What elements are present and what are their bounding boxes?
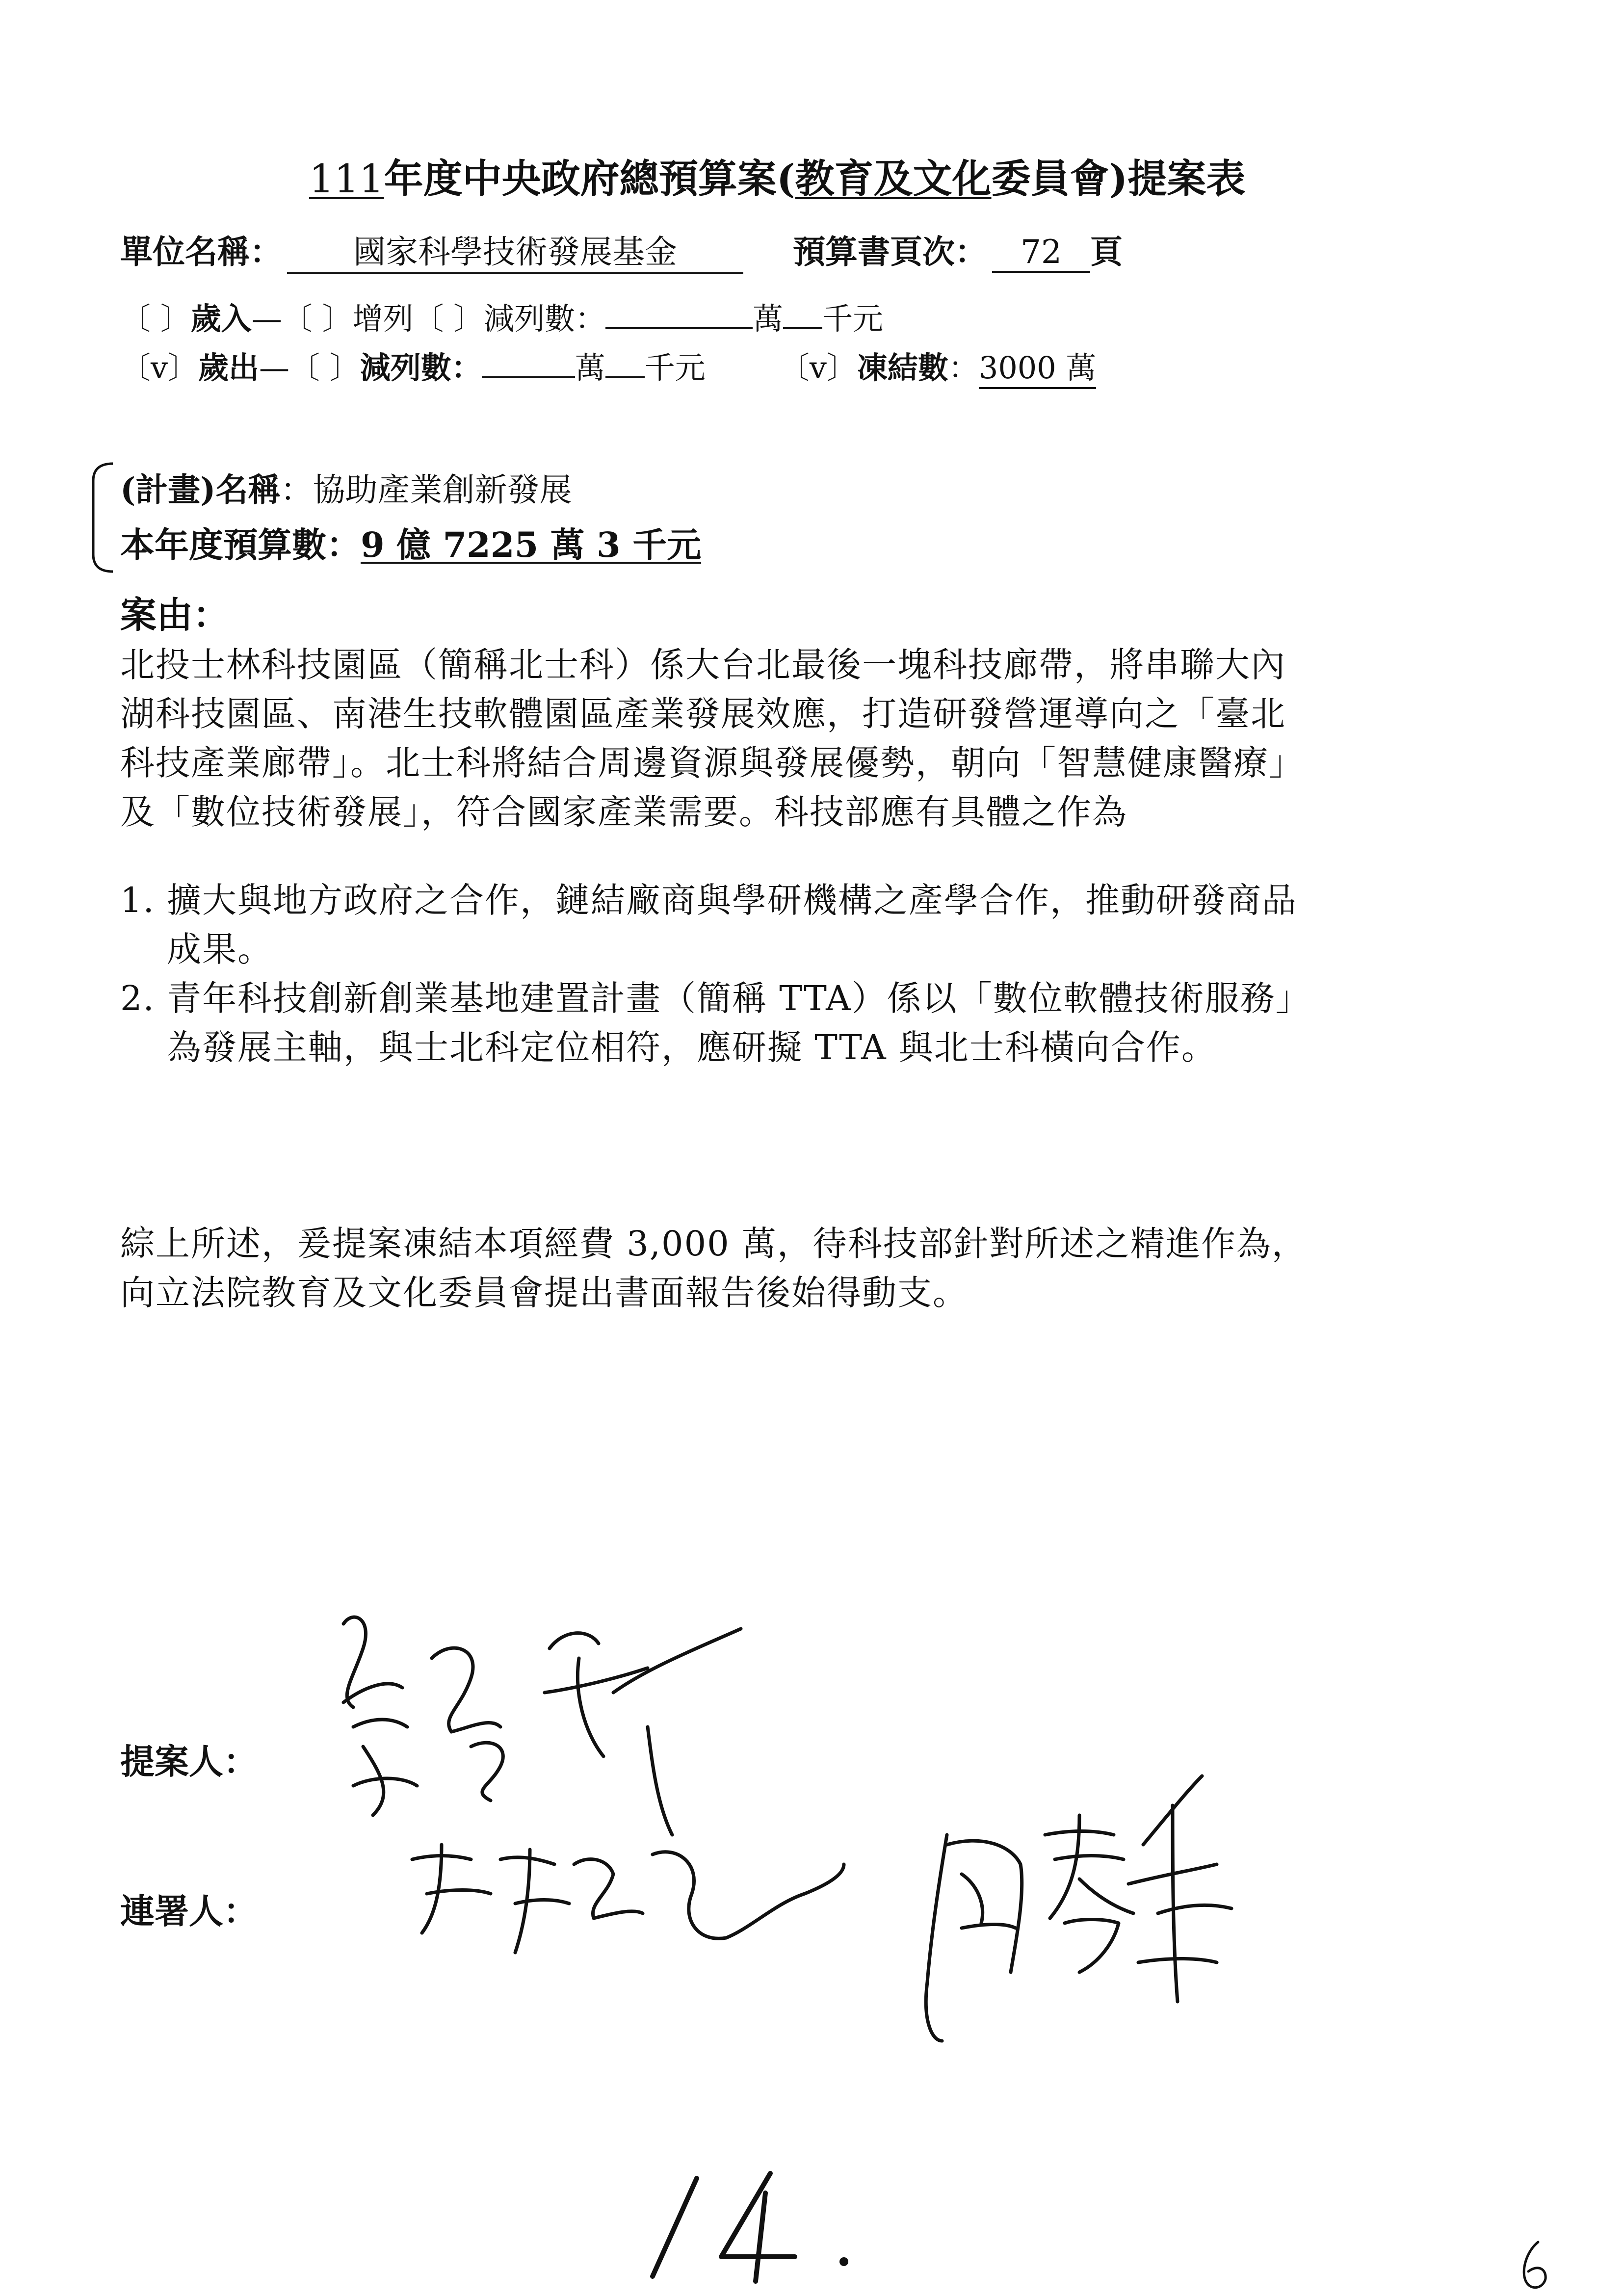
revenue-check: 〔 〕 [120, 301, 191, 337]
freeze-value: 3000 萬 [979, 343, 1097, 389]
revenue-options: —〔 〕增列〔 〕減列數： [251, 301, 606, 337]
form-title [309, 147, 1245, 204]
freeze-check: 〔v〕 [779, 350, 857, 386]
budget-row [120, 518, 701, 567]
cosigner-signature-2 [926, 1776, 1231, 2041]
title-year: 111 [309, 156, 384, 202]
title-suffix: 委員會)提案表 [991, 156, 1246, 202]
revenue-unit-qian: 千元 [822, 301, 884, 337]
proposer-signature [343, 1617, 741, 1835]
project-brace [88, 461, 118, 574]
reason-items [120, 876, 1543, 1072]
reason-title: 案由： [120, 594, 229, 636]
page-unit: 頁 [1090, 233, 1123, 271]
budget-value: 9 億 7225 萬 3 千元 [361, 524, 702, 565]
revenue-qian-blank [783, 303, 822, 329]
expenditure-row: 〔v〕歲出—〔 〕減列數： 萬 千元 〔v〕凍結數：3000 萬 [120, 343, 1096, 389]
reason-item-1-cont: 成果。 [167, 929, 273, 969]
expenditure-label: 歲出 [198, 350, 260, 386]
reason-line: 湖科技園區、南港生技軟體園區產業發展效應，打造研發營運導向之「臺北 [120, 694, 1286, 734]
page-number-mark [1524, 2242, 1545, 2288]
unit-value: 國家科學技術發展基金 [287, 226, 743, 274]
cosigner-signature-1 [412, 1845, 844, 1953]
unit-row [120, 226, 1123, 274]
reduce-unit-qian: 千元 [644, 350, 706, 386]
reduce-wan-blank [482, 352, 575, 378]
page-label: 預算書頁次： [792, 233, 987, 271]
budget-label: 本年度預算數： [120, 524, 361, 565]
unit-label: 單位名稱： [120, 233, 282, 271]
reduce-unit-wan: 萬 [575, 350, 605, 386]
summary-line: 向立法院教育及文化委員會提出書面報告後始得動支。 [120, 1273, 968, 1313]
freeze-label: 凍結數 [857, 350, 948, 386]
reason-line: 科技產業廊帶」。北士科將結合周邊資源與發展優勢，朝向「智慧健康醫療」 [120, 743, 1304, 783]
cosigner-label: 連署人： [120, 1891, 258, 1931]
page-value: 72 [992, 233, 1090, 273]
expenditure-check: 〔v〕 [120, 350, 199, 386]
handwritten-number [653, 2173, 848, 2281]
expenditure-options: —〔 〕 [259, 350, 360, 386]
revenue-wan-blank [605, 303, 753, 329]
reason-line: 北投士林科技園區（簡稱北士科）係大台北最後一塊科技廊帶，將串聯大內 [120, 645, 1286, 685]
project-name-label: (計畫)名稱 [120, 470, 281, 509]
summary [120, 1219, 1543, 1317]
reason-item-2: 2. 青年科技創新創業基地建置計畫（簡稱 TTA）係以「數位軟體技術服務」 [120, 978, 1311, 1018]
revenue-label: 歲入 [190, 301, 252, 337]
project-name-row: (計畫)名稱：協助產業創新發展 [120, 470, 572, 509]
title-committee: 教育及文化 [795, 156, 992, 202]
reason-body [120, 640, 1543, 836]
reduce-qian-blank [605, 352, 645, 378]
revenue-unit-wan: 萬 [753, 301, 784, 337]
reason-item-2-cont: 為發展主軸，與士北科定位相符，應研擬 TTA 與北士科橫向合作。 [167, 1027, 1217, 1068]
reason-line: 及「數位技術發展」，符合國家產業需要。科技部應有具體之作為 [120, 792, 1127, 832]
summary-line: 綜上所述，爰提案凍結本項經費 3,000 萬，待科技部針對所述之精進作為， [120, 1224, 1307, 1264]
project-name-value: 協助產業創新發展 [313, 471, 572, 509]
reduce-label: 減列數： [360, 350, 482, 386]
proposer-label: 提案人： [120, 1741, 258, 1782]
revenue-row [120, 294, 883, 338]
title-prefix: 年度中央政府總預算案( [384, 156, 795, 202]
reason-item-1: 1. 擴大與地方政府之合作，鏈結廠商與學研機構之產學合作，推動研發商品 [120, 880, 1298, 920]
